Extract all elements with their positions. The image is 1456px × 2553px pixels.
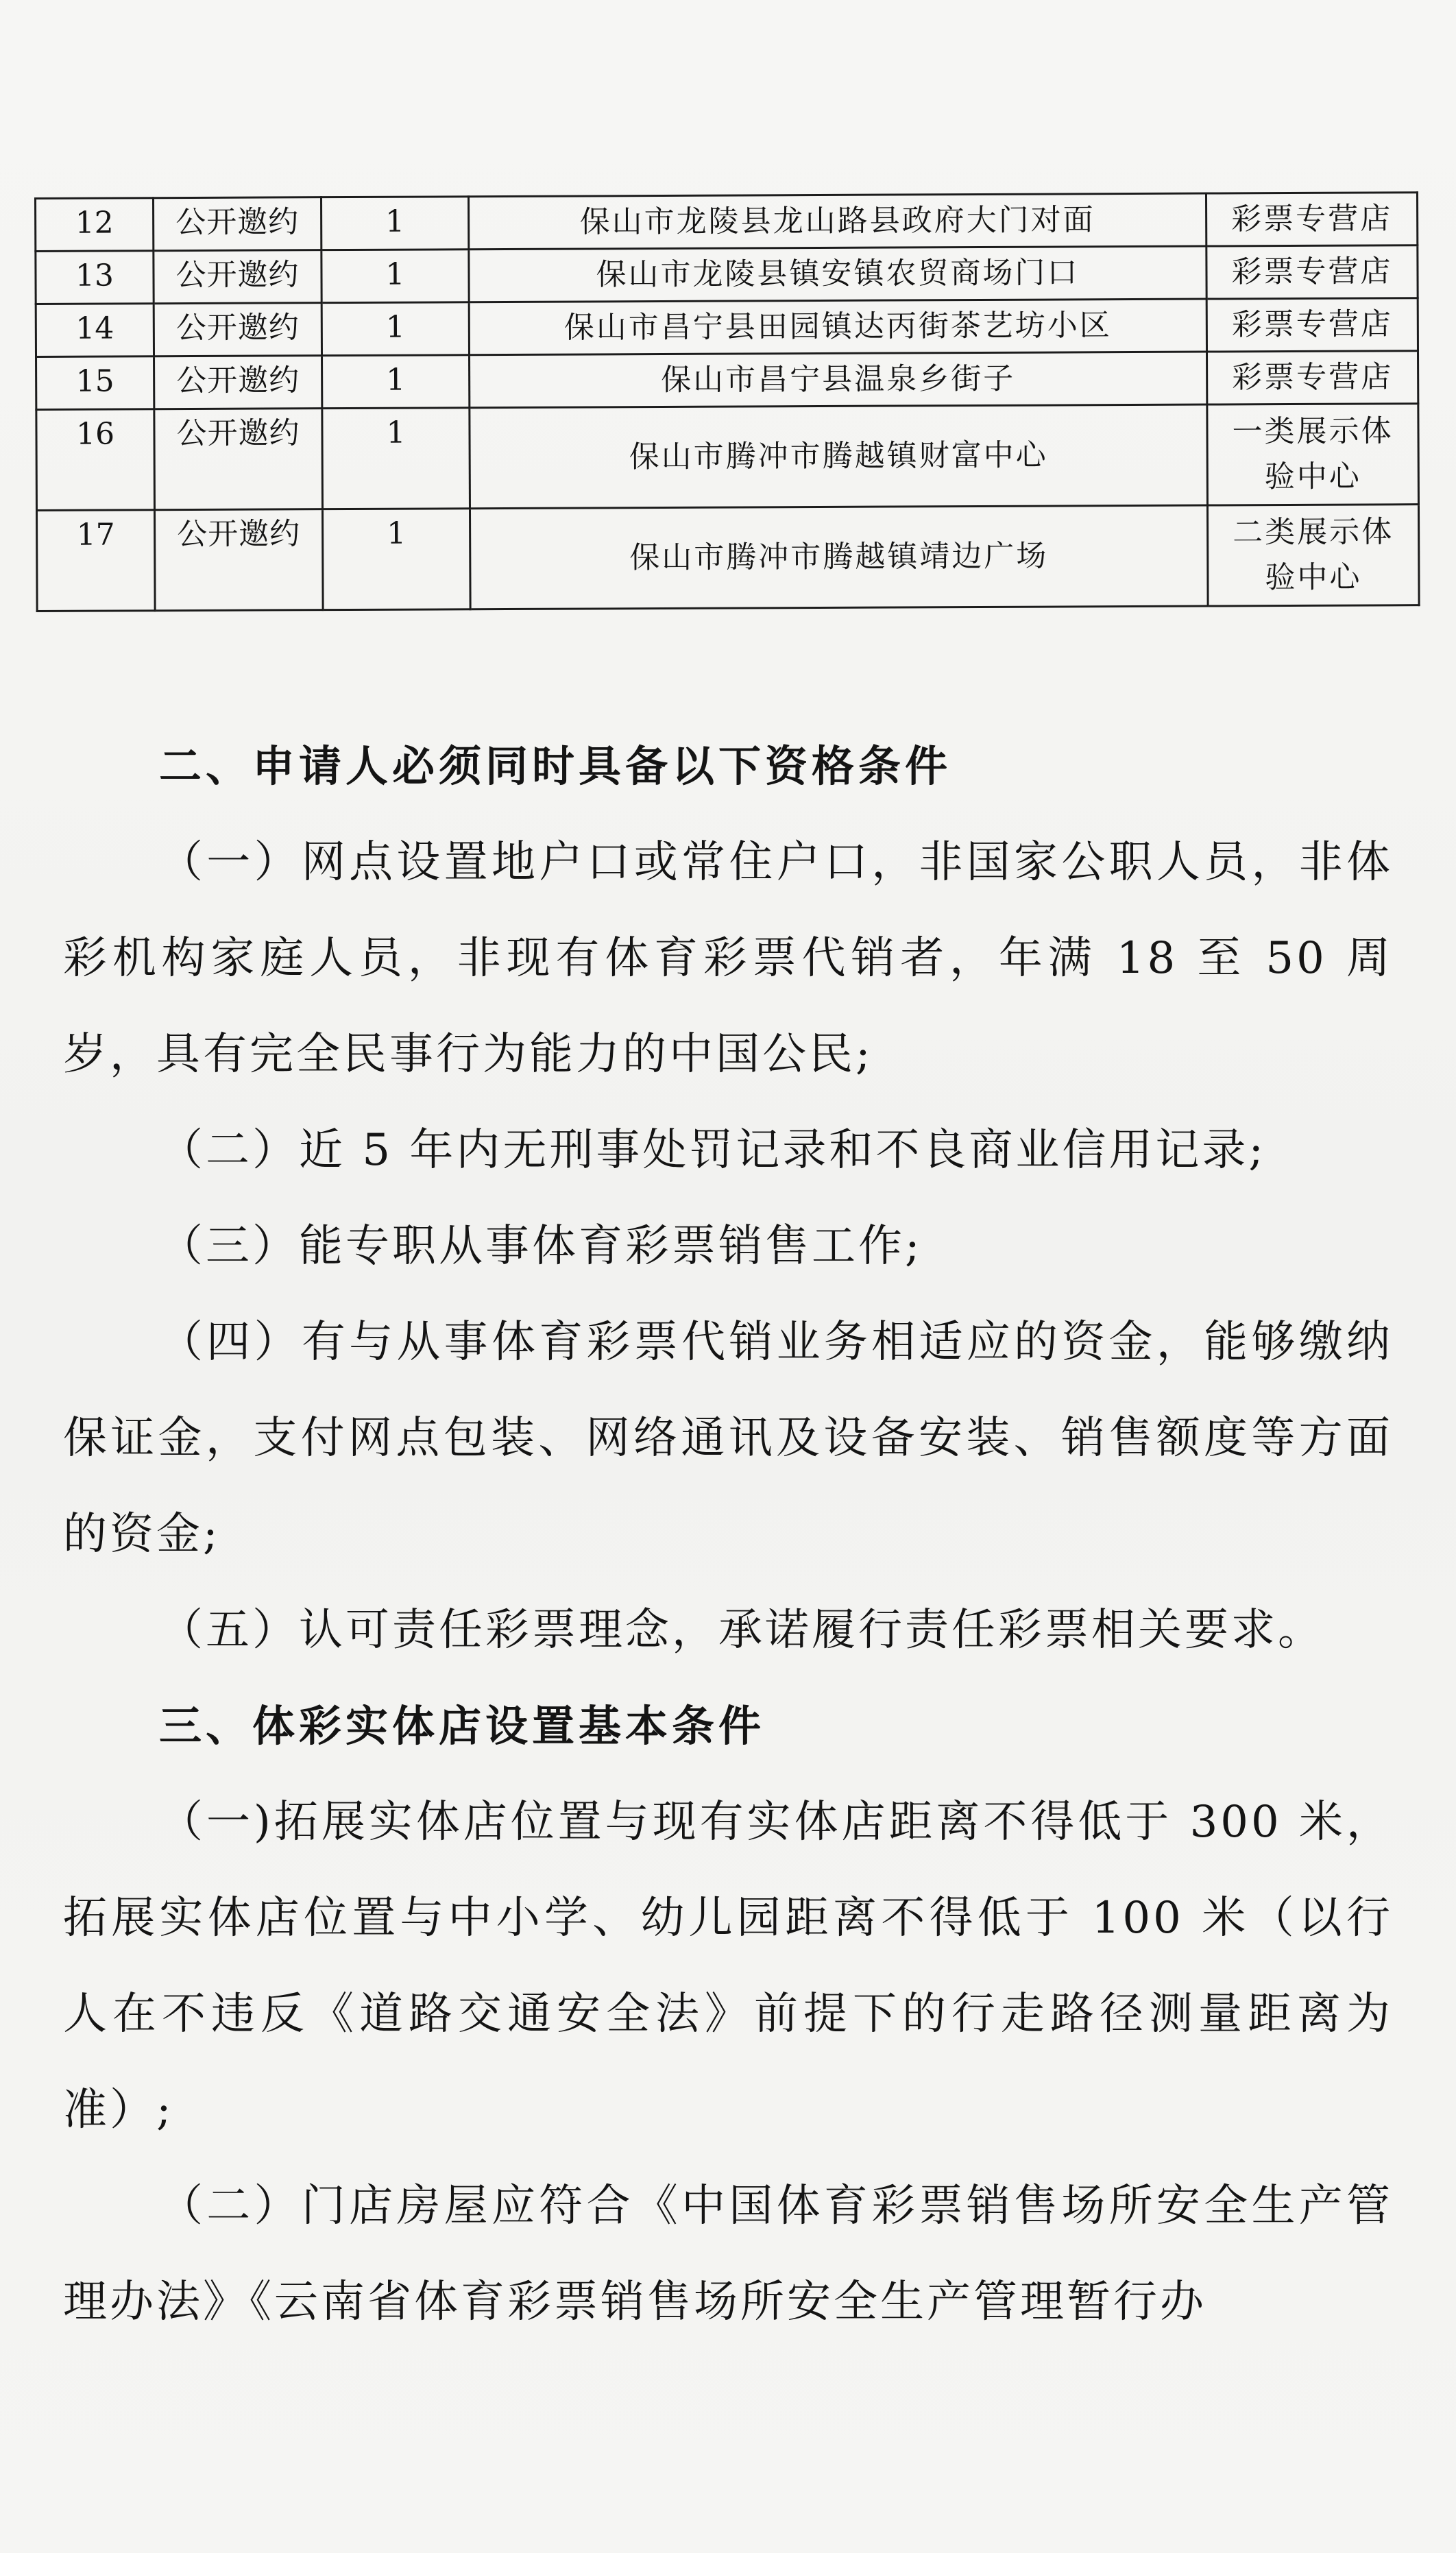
row-method: 公开邀约	[154, 303, 321, 356]
row-number: 15	[36, 356, 154, 410]
row-number: 12	[36, 198, 154, 252]
row-category-line: 验中心	[1264, 459, 1361, 495]
table-row	[36, 193, 1418, 252]
section-3-item-1: （一)拓展实体店位置与现有实体店距离不得低于 300 米，拓展实体店位置与中小学、幼儿园距离不得低于 100 米（以行人在不违反《道路交通安全法》前提下的行走路径测量距离为准）;	[63, 1797, 1393, 2135]
row-number: 13	[36, 251, 154, 304]
row-category	[1206, 351, 1418, 404]
row-category	[1207, 505, 1419, 606]
row-count: 1	[322, 355, 470, 409]
row-number: 14	[36, 304, 154, 357]
section-2-item-3: （三）能专职从事体育彩票销售工作;	[159, 1221, 923, 1272]
row-count: 1	[322, 509, 470, 610]
section-2-item-4: （四）有与从事体育彩票代销业务相适应的资金，能够缴纳保证金，支付网点包装、网络通讯及设备安装、销售额度等方面的资金;	[63, 1317, 1393, 1560]
row-count: 1	[322, 408, 470, 509]
row-category-line: 彩票专营店	[1231, 201, 1393, 237]
row-category	[1207, 404, 1419, 505]
row-address: 保山市龙陵县龙山路县政府大门对面	[469, 193, 1206, 250]
section-2-heading: 二、申请人必须同时具备以下资格条件	[159, 741, 952, 791]
row-category-line: 一类展示体	[1232, 413, 1394, 450]
row-method: 公开邀约	[154, 409, 323, 510]
row-category	[1206, 298, 1418, 352]
row-address: 保山市腾冲市腾越镇财富中心	[470, 404, 1208, 509]
row-method: 公开邀约	[154, 356, 322, 409]
table-row	[36, 245, 1418, 304]
table-row	[36, 351, 1418, 410]
section-2-item-2: （二）近 5 年内无刑事处罚记录和不良商业信用记录;	[159, 1125, 1266, 1176]
row-category-line: 彩票专营店	[1231, 254, 1393, 290]
row-number: 17	[36, 510, 155, 612]
row-method: 公开邀约	[154, 250, 321, 304]
row-category-line: 彩票专营店	[1232, 359, 1394, 396]
sites-table-body	[36, 193, 1420, 612]
row-category	[1206, 193, 1417, 246]
row-number: 16	[36, 409, 155, 511]
section-2-item-5: （五）认可责任彩票理念，承诺履行责任彩票相关要求。	[159, 1605, 1324, 1656]
row-method: 公开邀约	[154, 197, 321, 251]
sites-table	[34, 191, 1420, 612]
row-count: 1	[321, 250, 469, 303]
row-count: 1	[321, 197, 469, 250]
row-category-line: 彩票专营店	[1231, 306, 1393, 343]
row-address: 保山市龙陵县镇安镇农贸商场门口	[469, 246, 1206, 302]
row-category-line: 验中心	[1265, 559, 1362, 596]
row-method: 公开邀约	[154, 509, 323, 611]
row-address: 保山市腾冲市腾越镇靖边广场	[470, 505, 1208, 609]
section-3-heading: 三、体彩实体店设置基本条件	[159, 1701, 766, 1751]
row-category-line: 二类展示体	[1233, 514, 1394, 550]
row-address: 保山市昌宁县温泉乡街子	[470, 352, 1207, 408]
table-row	[36, 505, 1419, 612]
row-address: 保山市昌宁县田园镇达丙街茶艺坊小区	[469, 299, 1206, 355]
table-row	[36, 298, 1418, 357]
section-3-item-2: （二）门店房屋应符合《中国体育彩票销售场所安全生产管理办法》《云南省体育彩票销售场所安全生产管理暂行办	[63, 2181, 1393, 2327]
table-row	[36, 404, 1419, 511]
row-category	[1206, 245, 1418, 299]
row-count: 1	[321, 302, 469, 356]
section-2-item-1: （一）网点设置地户口或常住户口，非国家公职人员，非体彩机构家庭人员，非现有体育彩票代销者，年满 18 至 50 周岁，具有完全民事行为能力的中国公民;	[63, 837, 1393, 1080]
